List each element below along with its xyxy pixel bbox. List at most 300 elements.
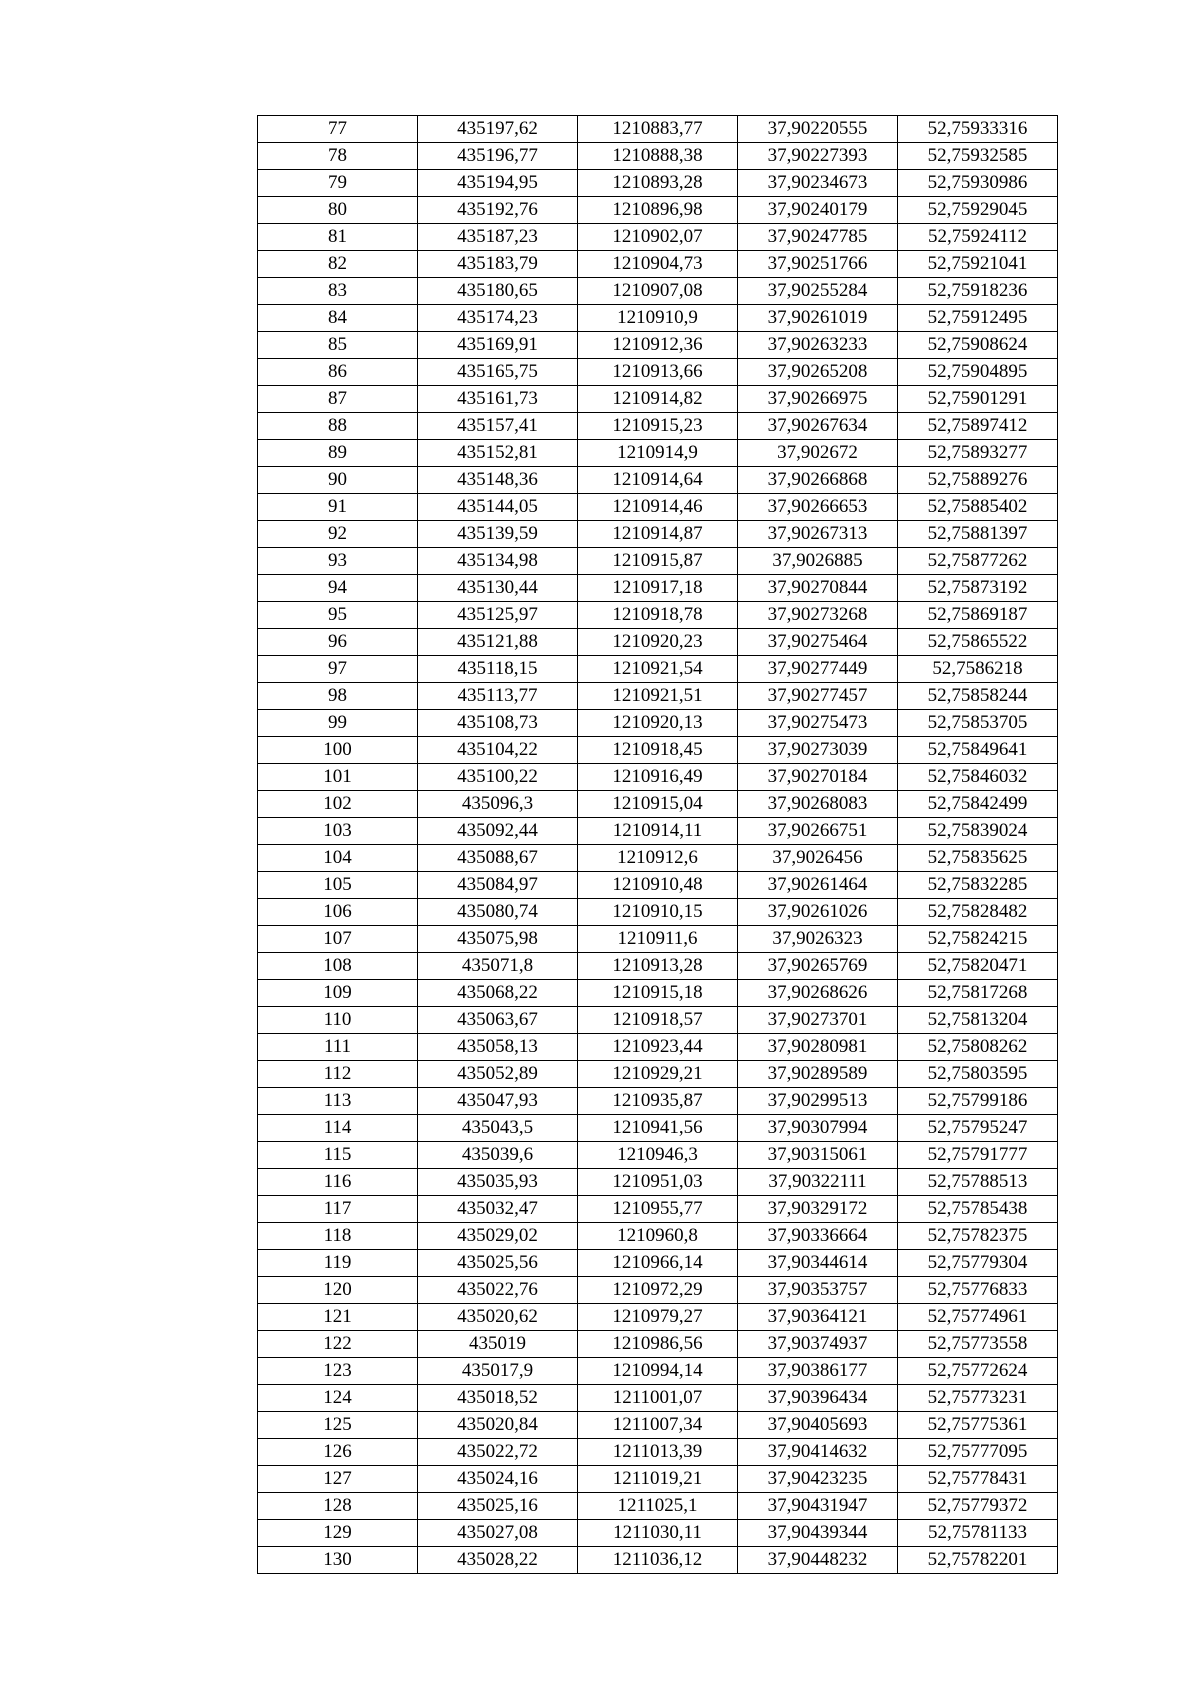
point-number-cell: 96	[258, 629, 418, 656]
coordinates-table	[257, 115, 1058, 1574]
table-row	[258, 224, 1058, 251]
latitude-cell: 52,75918236	[898, 278, 1058, 305]
x-coordinate-cell: 435118,15	[418, 656, 578, 683]
point-number-cell: 81	[258, 224, 418, 251]
longitude-cell: 37,90220555	[738, 116, 898, 143]
x-coordinate-cell: 435092,44	[418, 818, 578, 845]
latitude-cell: 52,75788513	[898, 1169, 1058, 1196]
y-coordinate-cell: 1210914,64	[578, 467, 738, 494]
y-coordinate-cell: 1210960,8	[578, 1223, 738, 1250]
table-row	[258, 872, 1058, 899]
x-coordinate-cell: 435068,22	[418, 980, 578, 1007]
point-number-cell: 82	[258, 251, 418, 278]
longitude-cell: 37,90273701	[738, 1007, 898, 1034]
table-row	[258, 980, 1058, 1007]
latitude-cell: 52,75813204	[898, 1007, 1058, 1034]
point-number-cell: 118	[258, 1223, 418, 1250]
y-coordinate-cell: 1210913,66	[578, 359, 738, 386]
x-coordinate-cell: 435183,79	[418, 251, 578, 278]
point-number-cell: 86	[258, 359, 418, 386]
latitude-cell: 52,75773231	[898, 1385, 1058, 1412]
table-row	[258, 602, 1058, 629]
latitude-cell: 52,75904895	[898, 359, 1058, 386]
latitude-cell: 52,75777095	[898, 1439, 1058, 1466]
table-row	[258, 386, 1058, 413]
x-coordinate-cell: 435157,41	[418, 413, 578, 440]
y-coordinate-cell: 1211013,39	[578, 1439, 738, 1466]
longitude-cell: 37,90307994	[738, 1115, 898, 1142]
y-coordinate-cell: 1210914,87	[578, 521, 738, 548]
table-row	[258, 1466, 1058, 1493]
longitude-cell: 37,90289589	[738, 1061, 898, 1088]
table-row	[258, 953, 1058, 980]
point-number-cell: 125	[258, 1412, 418, 1439]
latitude-cell: 52,75924112	[898, 224, 1058, 251]
latitude-cell: 52,75869187	[898, 602, 1058, 629]
point-number-cell: 89	[258, 440, 418, 467]
y-coordinate-cell: 1210910,9	[578, 305, 738, 332]
table-row	[258, 1520, 1058, 1547]
x-coordinate-cell: 435139,59	[418, 521, 578, 548]
x-coordinate-cell: 435043,5	[418, 1115, 578, 1142]
table-row	[258, 197, 1058, 224]
point-number-cell: 77	[258, 116, 418, 143]
coordinates-table-body	[258, 116, 1058, 1574]
point-number-cell: 83	[258, 278, 418, 305]
x-coordinate-cell: 435108,73	[418, 710, 578, 737]
x-coordinate-cell: 435027,08	[418, 1520, 578, 1547]
y-coordinate-cell: 1210907,08	[578, 278, 738, 305]
y-coordinate-cell: 1210920,23	[578, 629, 738, 656]
latitude-cell: 52,75853705	[898, 710, 1058, 737]
point-number-cell: 124	[258, 1385, 418, 1412]
longitude-cell: 37,90344614	[738, 1250, 898, 1277]
table-row	[258, 818, 1058, 845]
table-row	[258, 170, 1058, 197]
table-row	[258, 1304, 1058, 1331]
x-coordinate-cell: 435197,62	[418, 116, 578, 143]
y-coordinate-cell: 1210915,04	[578, 791, 738, 818]
y-coordinate-cell: 1210921,51	[578, 683, 738, 710]
table-row	[258, 710, 1058, 737]
latitude-cell: 52,75873192	[898, 575, 1058, 602]
y-coordinate-cell: 1210911,6	[578, 926, 738, 953]
y-coordinate-cell: 1210921,54	[578, 656, 738, 683]
longitude-cell: 37,90261026	[738, 899, 898, 926]
table-row	[258, 629, 1058, 656]
longitude-cell: 37,90261019	[738, 305, 898, 332]
latitude-cell: 52,75932585	[898, 143, 1058, 170]
table-row	[258, 1223, 1058, 1250]
y-coordinate-cell: 1210929,21	[578, 1061, 738, 1088]
longitude-cell: 37,90267313	[738, 521, 898, 548]
latitude-cell: 52,75846032	[898, 764, 1058, 791]
longitude-cell: 37,90448232	[738, 1547, 898, 1574]
y-coordinate-cell: 1210915,18	[578, 980, 738, 1007]
table-row	[258, 305, 1058, 332]
table-row	[258, 1439, 1058, 1466]
y-coordinate-cell: 1210923,44	[578, 1034, 738, 1061]
latitude-cell: 52,75893277	[898, 440, 1058, 467]
latitude-cell: 52,75865522	[898, 629, 1058, 656]
table-row	[258, 845, 1058, 872]
y-coordinate-cell: 1210972,29	[578, 1277, 738, 1304]
y-coordinate-cell: 1211036,12	[578, 1547, 738, 1574]
y-coordinate-cell: 1210910,48	[578, 872, 738, 899]
longitude-cell: 37,90267634	[738, 413, 898, 440]
x-coordinate-cell: 435029,02	[418, 1223, 578, 1250]
table-row	[258, 1142, 1058, 1169]
table-row	[258, 1061, 1058, 1088]
latitude-cell: 52,75781133	[898, 1520, 1058, 1547]
point-number-cell: 97	[258, 656, 418, 683]
longitude-cell: 37,90414632	[738, 1439, 898, 1466]
point-number-cell: 94	[258, 575, 418, 602]
x-coordinate-cell: 435134,98	[418, 548, 578, 575]
longitude-cell: 37,90299513	[738, 1088, 898, 1115]
y-coordinate-cell: 1210920,13	[578, 710, 738, 737]
point-number-cell: 122	[258, 1331, 418, 1358]
x-coordinate-cell: 435148,36	[418, 467, 578, 494]
longitude-cell: 37,90266751	[738, 818, 898, 845]
latitude-cell: 52,75912495	[898, 305, 1058, 332]
x-coordinate-cell: 435161,73	[418, 386, 578, 413]
longitude-cell: 37,90322111	[738, 1169, 898, 1196]
x-coordinate-cell: 435028,22	[418, 1547, 578, 1574]
x-coordinate-cell: 435022,76	[418, 1277, 578, 1304]
table-row	[258, 1385, 1058, 1412]
longitude-cell: 37,90266975	[738, 386, 898, 413]
longitude-cell: 37,902672	[738, 440, 898, 467]
y-coordinate-cell: 1210915,23	[578, 413, 738, 440]
x-coordinate-cell: 435194,95	[418, 170, 578, 197]
latitude-cell: 52,75921041	[898, 251, 1058, 278]
x-coordinate-cell: 435121,88	[418, 629, 578, 656]
longitude-cell: 37,90266653	[738, 494, 898, 521]
longitude-cell: 37,90315061	[738, 1142, 898, 1169]
x-coordinate-cell: 435039,6	[418, 1142, 578, 1169]
point-number-cell: 84	[258, 305, 418, 332]
latitude-cell: 52,75897412	[898, 413, 1058, 440]
latitude-cell: 52,75933316	[898, 116, 1058, 143]
x-coordinate-cell: 435080,74	[418, 899, 578, 926]
x-coordinate-cell: 435075,98	[418, 926, 578, 953]
table-row	[258, 1115, 1058, 1142]
longitude-cell: 37,90261464	[738, 872, 898, 899]
table-row	[258, 1007, 1058, 1034]
longitude-cell: 37,90266868	[738, 467, 898, 494]
table-row	[258, 1277, 1058, 1304]
x-coordinate-cell: 435174,23	[418, 305, 578, 332]
latitude-cell: 52,75772624	[898, 1358, 1058, 1385]
x-coordinate-cell: 435035,93	[418, 1169, 578, 1196]
longitude-cell: 37,90396434	[738, 1385, 898, 1412]
longitude-cell: 37,90247785	[738, 224, 898, 251]
x-coordinate-cell: 435144,05	[418, 494, 578, 521]
point-number-cell: 130	[258, 1547, 418, 1574]
y-coordinate-cell: 1210893,28	[578, 170, 738, 197]
y-coordinate-cell: 1210946,3	[578, 1142, 738, 1169]
longitude-cell: 37,90240179	[738, 197, 898, 224]
latitude-cell: 52,75824215	[898, 926, 1058, 953]
latitude-cell: 52,75877262	[898, 548, 1058, 575]
point-number-cell: 119	[258, 1250, 418, 1277]
y-coordinate-cell: 1210918,57	[578, 1007, 738, 1034]
y-coordinate-cell: 1210979,27	[578, 1304, 738, 1331]
x-coordinate-cell: 435187,23	[418, 224, 578, 251]
latitude-cell: 52,75791777	[898, 1142, 1058, 1169]
latitude-cell: 52,75908624	[898, 332, 1058, 359]
longitude-cell: 37,90280981	[738, 1034, 898, 1061]
longitude-cell: 37,90336664	[738, 1223, 898, 1250]
point-number-cell: 110	[258, 1007, 418, 1034]
table-row	[258, 1250, 1058, 1277]
x-coordinate-cell: 435032,47	[418, 1196, 578, 1223]
point-number-cell: 100	[258, 737, 418, 764]
y-coordinate-cell: 1211025,1	[578, 1493, 738, 1520]
x-coordinate-cell: 435018,52	[418, 1385, 578, 1412]
point-number-cell: 102	[258, 791, 418, 818]
point-number-cell: 117	[258, 1196, 418, 1223]
x-coordinate-cell: 435169,91	[418, 332, 578, 359]
y-coordinate-cell: 1210918,78	[578, 602, 738, 629]
table-row	[258, 494, 1058, 521]
table-row	[258, 332, 1058, 359]
point-number-cell: 115	[258, 1142, 418, 1169]
longitude-cell: 37,90227393	[738, 143, 898, 170]
longitude-cell: 37,90273039	[738, 737, 898, 764]
point-number-cell: 95	[258, 602, 418, 629]
y-coordinate-cell: 1210918,45	[578, 737, 738, 764]
longitude-cell: 37,90277457	[738, 683, 898, 710]
table-row	[258, 359, 1058, 386]
y-coordinate-cell: 1211007,34	[578, 1412, 738, 1439]
longitude-cell: 37,90268083	[738, 791, 898, 818]
y-coordinate-cell: 1210986,56	[578, 1331, 738, 1358]
y-coordinate-cell: 1210941,56	[578, 1115, 738, 1142]
point-number-cell: 90	[258, 467, 418, 494]
table-row	[258, 413, 1058, 440]
point-number-cell: 126	[258, 1439, 418, 1466]
y-coordinate-cell: 1211001,07	[578, 1385, 738, 1412]
x-coordinate-cell: 435025,16	[418, 1493, 578, 1520]
x-coordinate-cell: 435058,13	[418, 1034, 578, 1061]
latitude-cell: 52,75839024	[898, 818, 1058, 845]
x-coordinate-cell: 435165,75	[418, 359, 578, 386]
table-row	[258, 683, 1058, 710]
longitude-cell: 37,90374937	[738, 1331, 898, 1358]
latitude-cell: 52,75817268	[898, 980, 1058, 1007]
longitude-cell: 37,9026323	[738, 926, 898, 953]
x-coordinate-cell: 435063,67	[418, 1007, 578, 1034]
longitude-cell: 37,90277449	[738, 656, 898, 683]
longitude-cell: 37,90353757	[738, 1277, 898, 1304]
table-row	[258, 899, 1058, 926]
longitude-cell: 37,90273268	[738, 602, 898, 629]
table-row	[258, 116, 1058, 143]
point-number-cell: 104	[258, 845, 418, 872]
y-coordinate-cell: 1210916,49	[578, 764, 738, 791]
table-row	[258, 737, 1058, 764]
latitude-cell: 52,75785438	[898, 1196, 1058, 1223]
point-number-cell: 80	[258, 197, 418, 224]
table-row	[258, 278, 1058, 305]
longitude-cell: 37,90405693	[738, 1412, 898, 1439]
y-coordinate-cell: 1210904,73	[578, 251, 738, 278]
longitude-cell: 37,9026885	[738, 548, 898, 575]
table-row	[258, 440, 1058, 467]
point-number-cell: 85	[258, 332, 418, 359]
point-number-cell: 127	[258, 1466, 418, 1493]
table-row	[258, 1169, 1058, 1196]
y-coordinate-cell: 1211030,11	[578, 1520, 738, 1547]
x-coordinate-cell: 435084,97	[418, 872, 578, 899]
x-coordinate-cell: 435125,97	[418, 602, 578, 629]
x-coordinate-cell: 435020,84	[418, 1412, 578, 1439]
point-number-cell: 99	[258, 710, 418, 737]
x-coordinate-cell: 435104,22	[418, 737, 578, 764]
y-coordinate-cell: 1210912,6	[578, 845, 738, 872]
y-coordinate-cell: 1210883,77	[578, 116, 738, 143]
longitude-cell: 37,90364121	[738, 1304, 898, 1331]
latitude-cell: 52,75774961	[898, 1304, 1058, 1331]
table-row	[258, 575, 1058, 602]
x-coordinate-cell: 435113,77	[418, 683, 578, 710]
table-row	[258, 1358, 1058, 1385]
point-number-cell: 101	[258, 764, 418, 791]
longitude-cell: 37,90268626	[738, 980, 898, 1007]
point-number-cell: 103	[258, 818, 418, 845]
latitude-cell: 52,75779372	[898, 1493, 1058, 1520]
y-coordinate-cell: 1210914,46	[578, 494, 738, 521]
latitude-cell: 52,75778431	[898, 1466, 1058, 1493]
y-coordinate-cell: 1211019,21	[578, 1466, 738, 1493]
point-number-cell: 88	[258, 413, 418, 440]
x-coordinate-cell: 435088,67	[418, 845, 578, 872]
x-coordinate-cell: 435192,76	[418, 197, 578, 224]
y-coordinate-cell: 1210888,38	[578, 143, 738, 170]
point-number-cell: 105	[258, 872, 418, 899]
point-number-cell: 114	[258, 1115, 418, 1142]
table-row	[258, 1331, 1058, 1358]
point-number-cell: 87	[258, 386, 418, 413]
x-coordinate-cell: 435096,3	[418, 791, 578, 818]
table-row	[258, 1088, 1058, 1115]
point-number-cell: 111	[258, 1034, 418, 1061]
longitude-cell: 37,90251766	[738, 251, 898, 278]
table-row	[258, 1412, 1058, 1439]
latitude-cell: 52,75795247	[898, 1115, 1058, 1142]
point-number-cell: 112	[258, 1061, 418, 1088]
latitude-cell: 52,75849641	[898, 737, 1058, 764]
x-coordinate-cell: 435130,44	[418, 575, 578, 602]
latitude-cell: 52,75782201	[898, 1547, 1058, 1574]
table-row	[258, 764, 1058, 791]
latitude-cell: 52,75889276	[898, 467, 1058, 494]
x-coordinate-cell: 435071,8	[418, 953, 578, 980]
y-coordinate-cell: 1210994,14	[578, 1358, 738, 1385]
longitude-cell: 37,90431947	[738, 1493, 898, 1520]
latitude-cell: 52,75803595	[898, 1061, 1058, 1088]
point-number-cell: 128	[258, 1493, 418, 1520]
latitude-cell: 52,75808262	[898, 1034, 1058, 1061]
point-number-cell: 107	[258, 926, 418, 953]
x-coordinate-cell: 435052,89	[418, 1061, 578, 1088]
x-coordinate-cell: 435180,65	[418, 278, 578, 305]
longitude-cell: 37,90275464	[738, 629, 898, 656]
y-coordinate-cell: 1210914,9	[578, 440, 738, 467]
latitude-cell: 52,75929045	[898, 197, 1058, 224]
point-number-cell: 106	[258, 899, 418, 926]
point-number-cell: 116	[258, 1169, 418, 1196]
point-number-cell: 78	[258, 143, 418, 170]
table-row	[258, 1493, 1058, 1520]
table-row	[258, 791, 1058, 818]
table-row	[258, 251, 1058, 278]
table-row	[258, 467, 1058, 494]
latitude-cell: 52,75779304	[898, 1250, 1058, 1277]
table-row	[258, 656, 1058, 683]
point-number-cell: 123	[258, 1358, 418, 1385]
latitude-cell: 52,75930986	[898, 170, 1058, 197]
y-coordinate-cell: 1210935,87	[578, 1088, 738, 1115]
y-coordinate-cell: 1210966,14	[578, 1250, 738, 1277]
y-coordinate-cell: 1210896,98	[578, 197, 738, 224]
y-coordinate-cell: 1210915,87	[578, 548, 738, 575]
point-number-cell: 93	[258, 548, 418, 575]
latitude-cell: 52,75820471	[898, 953, 1058, 980]
latitude-cell: 52,75828482	[898, 899, 1058, 926]
longitude-cell: 37,90329172	[738, 1196, 898, 1223]
x-coordinate-cell: 435017,9	[418, 1358, 578, 1385]
y-coordinate-cell: 1210917,18	[578, 575, 738, 602]
point-number-cell: 98	[258, 683, 418, 710]
x-coordinate-cell: 435025,56	[418, 1250, 578, 1277]
longitude-cell: 37,90265769	[738, 953, 898, 980]
point-number-cell: 129	[258, 1520, 418, 1547]
x-coordinate-cell: 435100,22	[418, 764, 578, 791]
point-number-cell: 79	[258, 170, 418, 197]
table-row	[258, 1547, 1058, 1574]
point-number-cell: 92	[258, 521, 418, 548]
latitude-cell: 52,75799186	[898, 1088, 1058, 1115]
point-number-cell: 108	[258, 953, 418, 980]
table-row	[258, 1034, 1058, 1061]
longitude-cell: 37,90270184	[738, 764, 898, 791]
latitude-cell: 52,75901291	[898, 386, 1058, 413]
longitude-cell: 37,90275473	[738, 710, 898, 737]
table-row	[258, 1196, 1058, 1223]
latitude-cell: 52,7586218	[898, 656, 1058, 683]
table-row	[258, 143, 1058, 170]
longitude-cell: 37,90386177	[738, 1358, 898, 1385]
longitude-cell: 37,90265208	[738, 359, 898, 386]
longitude-cell: 37,90423235	[738, 1466, 898, 1493]
x-coordinate-cell: 435020,62	[418, 1304, 578, 1331]
longitude-cell: 37,9026456	[738, 845, 898, 872]
point-number-cell: 120	[258, 1277, 418, 1304]
y-coordinate-cell: 1210955,77	[578, 1196, 738, 1223]
y-coordinate-cell: 1210914,82	[578, 386, 738, 413]
y-coordinate-cell: 1210913,28	[578, 953, 738, 980]
longitude-cell: 37,90263233	[738, 332, 898, 359]
x-coordinate-cell: 435022,72	[418, 1439, 578, 1466]
latitude-cell: 52,75773558	[898, 1331, 1058, 1358]
x-coordinate-cell: 435024,16	[418, 1466, 578, 1493]
x-coordinate-cell: 435196,77	[418, 143, 578, 170]
latitude-cell: 52,75775361	[898, 1412, 1058, 1439]
x-coordinate-cell: 435019	[418, 1331, 578, 1358]
